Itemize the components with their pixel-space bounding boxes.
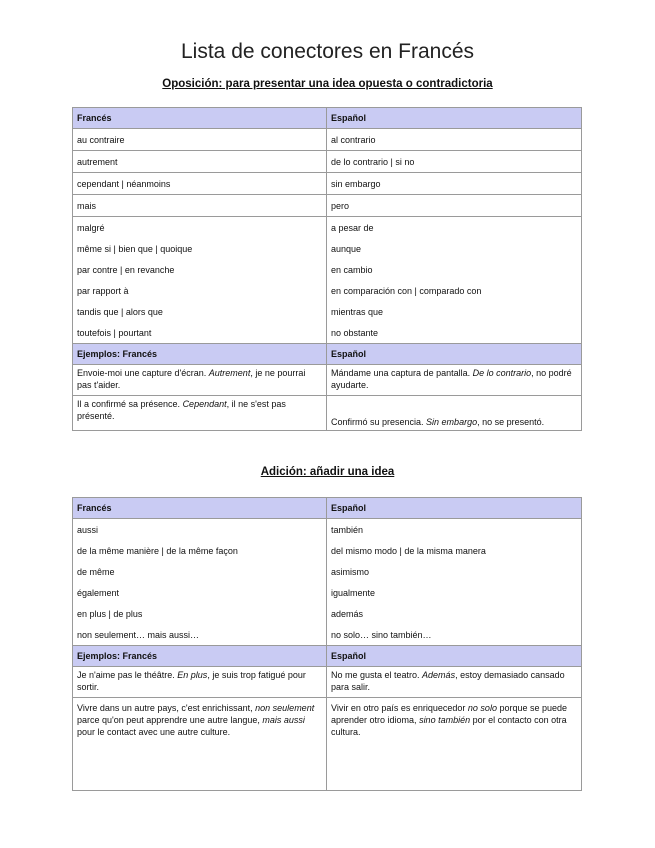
cell-fr: cependant | néanmoins bbox=[73, 173, 327, 195]
example-text: Vivre dans un autre pays, c'est enrichissant, bbox=[77, 703, 256, 713]
cell-es: aunque bbox=[327, 238, 582, 259]
table-row bbox=[73, 301, 582, 322]
example-fr bbox=[73, 396, 327, 431]
table-row bbox=[73, 280, 582, 301]
table-oposicion bbox=[72, 107, 582, 431]
example-text: por el contacto con otra cultura. bbox=[331, 715, 567, 737]
cell-es: no solo… sino también… bbox=[327, 624, 582, 646]
example-text: , estoy demasiado cansado para salir. bbox=[331, 670, 565, 692]
table-row bbox=[73, 217, 582, 239]
cell-es: sin embargo bbox=[327, 173, 582, 195]
example-fr bbox=[73, 365, 327, 396]
col-header-espanol: Español bbox=[327, 108, 582, 129]
cell-es: igualmente bbox=[327, 582, 582, 603]
example-connector: no solo bbox=[467, 703, 497, 713]
cell-fr: non seulement… mais aussi… bbox=[73, 624, 327, 646]
cell-es: pero bbox=[327, 195, 582, 217]
table-row bbox=[73, 603, 582, 624]
example-text: , no se presentó. bbox=[477, 417, 545, 427]
example-text: Confirmó su presencia. bbox=[331, 417, 427, 427]
col-header-frances: Francés bbox=[73, 498, 327, 519]
cell-fr: par rapport à bbox=[73, 280, 327, 301]
example-text: Je n'aime pas le théâtre. bbox=[77, 670, 178, 680]
table-row bbox=[73, 561, 582, 582]
cell-es: asimismo bbox=[327, 561, 582, 582]
example-row bbox=[73, 365, 582, 396]
example-es bbox=[327, 365, 582, 396]
example-connector: Sin embargo bbox=[426, 417, 478, 427]
cell-es: también bbox=[327, 519, 582, 541]
example-text: , je suis trop fatigué pour sortir. bbox=[77, 670, 306, 692]
cell-es: además bbox=[327, 603, 582, 624]
table-row bbox=[73, 540, 582, 561]
examples-header bbox=[73, 344, 582, 365]
cell-fr: de la même manière | de la même façon bbox=[73, 540, 327, 561]
col-header-espanol: Español bbox=[327, 498, 582, 519]
example-connector: mais aussi bbox=[262, 715, 305, 725]
example-connector: En plus bbox=[177, 670, 208, 680]
examples-header-espanol: Español bbox=[327, 344, 582, 365]
table-row bbox=[73, 238, 582, 259]
cell-fr: aussi bbox=[73, 519, 327, 541]
cell-fr: de même bbox=[73, 561, 327, 582]
cell-es: mientras que bbox=[327, 301, 582, 322]
cell-fr: toutefois | pourtant bbox=[73, 322, 327, 344]
example-es bbox=[327, 396, 582, 431]
example-connector: non seulement bbox=[255, 703, 315, 713]
table-header bbox=[73, 498, 582, 519]
examples-header-espanol: Español bbox=[327, 646, 582, 667]
example-row bbox=[73, 396, 582, 431]
table-header bbox=[73, 108, 582, 129]
examples-header bbox=[73, 646, 582, 667]
example-text: Vivir en otro país es enriquecedor bbox=[331, 703, 468, 713]
example-connector: De lo contrario bbox=[472, 368, 532, 378]
example-connector: sino también bbox=[419, 715, 471, 725]
cell-fr: également bbox=[73, 582, 327, 603]
cell-es: al contrario bbox=[327, 129, 582, 151]
table-row bbox=[73, 519, 582, 541]
table-row bbox=[73, 173, 582, 195]
cell-es: en comparación con | comparado con bbox=[327, 280, 582, 301]
examples-header-frances: Ejemplos: Francés bbox=[73, 344, 327, 365]
cell-fr: autrement bbox=[73, 151, 327, 173]
table-adicion bbox=[72, 497, 582, 791]
cell-fr: tandis que | alors que bbox=[73, 301, 327, 322]
cell-fr: même si | bien que | quoique bbox=[73, 238, 327, 259]
cell-fr: mais bbox=[73, 195, 327, 217]
table-row bbox=[73, 195, 582, 217]
example-text: Mándame una captura de pantalla. bbox=[331, 368, 473, 378]
cell-fr: malgré bbox=[73, 217, 327, 239]
table-row bbox=[73, 624, 582, 646]
table-row bbox=[73, 129, 582, 151]
examples-header-frances: Ejemplos: Francés bbox=[73, 646, 327, 667]
table-row bbox=[73, 582, 582, 603]
cell-es: de lo contrario | si no bbox=[327, 151, 582, 173]
cell-fr: en plus | de plus bbox=[73, 603, 327, 624]
example-connector: Autrement bbox=[208, 368, 251, 378]
example-connector: Cependant bbox=[182, 399, 227, 409]
cell-es: en cambio bbox=[327, 259, 582, 280]
example-text: Il a confirmé sa présence. bbox=[77, 399, 183, 409]
section-heading-oposicion: Oposición: para presentar una idea opuesta o contradictoria bbox=[162, 78, 493, 90]
document-title: Lista de conectores en Francés bbox=[181, 40, 474, 63]
cell-fr: au contraire bbox=[73, 129, 327, 151]
example-row bbox=[73, 667, 582, 698]
example-text: pour le contact avec une autre culture. bbox=[77, 727, 231, 737]
cell-es: no obstante bbox=[327, 322, 582, 344]
table-row bbox=[73, 151, 582, 173]
example-es bbox=[327, 667, 582, 698]
example-text: , je ne pourrai pas t'aider. bbox=[77, 368, 306, 390]
example-text: Envoie-moi une capture d'écran. bbox=[77, 368, 209, 378]
table-row bbox=[73, 322, 582, 344]
example-fr bbox=[73, 698, 327, 791]
section-heading-adicion: Adición: añadir una idea bbox=[260, 466, 395, 478]
example-text: , il ne s'est pas présenté. bbox=[77, 399, 286, 421]
example-text: , no podré ayudarte. bbox=[331, 368, 572, 390]
example-fr bbox=[73, 667, 327, 698]
cell-es: del mismo modo | de la misma manera bbox=[327, 540, 582, 561]
example-row bbox=[73, 698, 582, 791]
table-row bbox=[73, 259, 582, 280]
cell-fr: par contre | en revanche bbox=[73, 259, 327, 280]
example-es bbox=[327, 698, 582, 791]
col-header-frances: Francés bbox=[73, 108, 327, 129]
example-text: parce qu'on peut apprendre une autre langue, bbox=[77, 715, 263, 725]
example-connector: Además bbox=[422, 670, 456, 680]
cell-es: a pesar de bbox=[327, 217, 582, 239]
example-text: No me gusta el teatro. bbox=[331, 670, 423, 680]
example-text: porque se puede aprender otro idioma, bbox=[331, 703, 568, 725]
